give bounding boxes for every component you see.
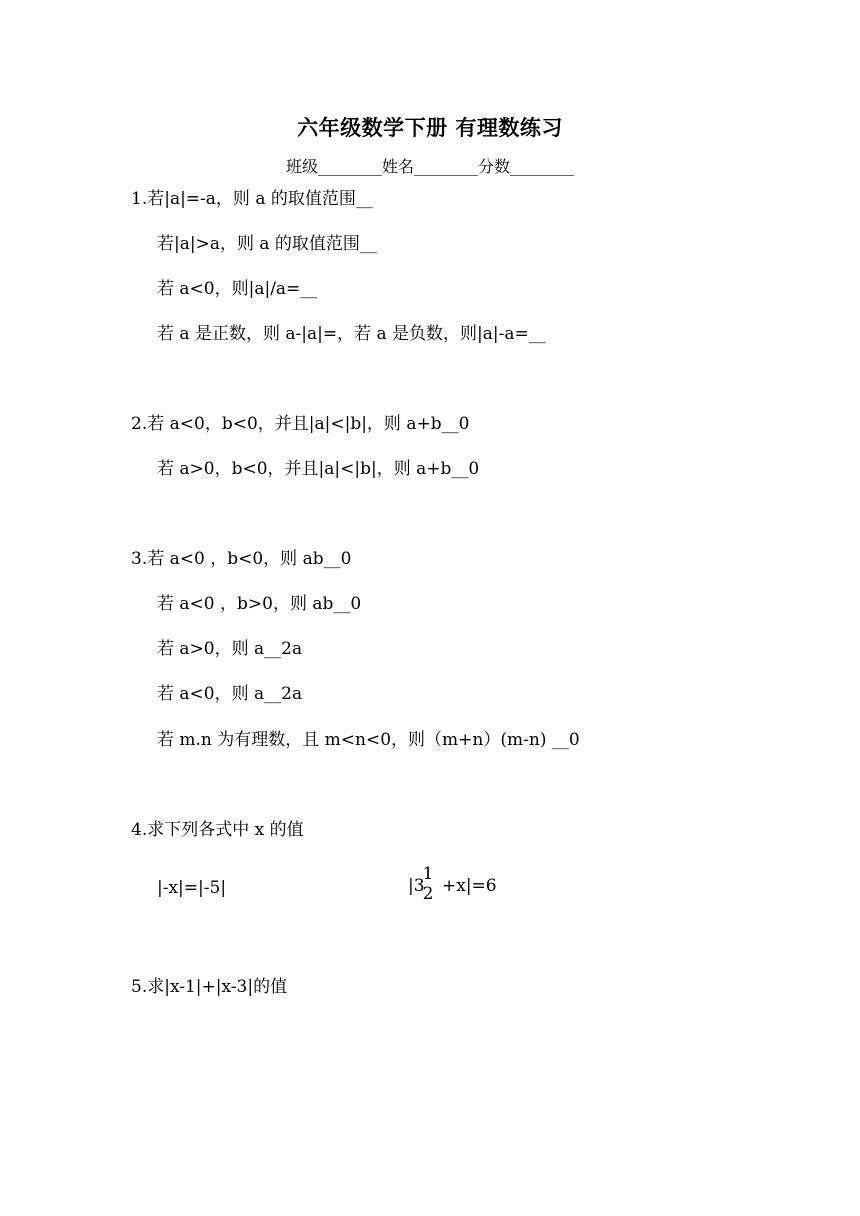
mixed-number-fraction [422, 864, 434, 910]
equation-2-suffix: +x|=6 [442, 876, 497, 896]
question-3-line-5: 若 m.n 为有理数，且 m<n<0，则（m+n）(m-n) __0 [157, 730, 580, 750]
question-4-line-1: 4.求下列各式中 x 的值 [131, 820, 304, 840]
equation-2-prefix: |3 [408, 876, 425, 896]
question-3-line-3: 若 a>0，则 a__2a [157, 639, 303, 659]
page-title: 六年级数学下册 有理数练习 [297, 115, 563, 140]
question-5-line-1: 5.求|x-1|+|x-3|的值 [131, 977, 288, 997]
question-1-line-4: 若 a 是正数，则 a-|a|=，若 a 是负数，则|a|-a=__ [157, 324, 546, 344]
question-1-line-2: 若|a|>a，则 a 的取值范围__ [157, 234, 377, 254]
question-2-line-1: 2.若 a<0，b<0，并且|a|<|b|，则 a+b__0 [131, 414, 470, 434]
question-1-line-1: 1.若|a|=-a，则 a 的取值范围__ [131, 189, 373, 209]
student-info-line: 班级________姓名________分数________ [285, 157, 574, 176]
question-3-line-2: 若 a<0 ，b>0，则 ab__0 [157, 594, 362, 614]
question-3-line-4: 若 a<0，则 a__2a [157, 684, 303, 704]
fraction-denominator: 2 [422, 884, 434, 904]
fraction-numerator: 1 [422, 864, 434, 884]
question-3-line-1: 3.若 a<0 ，b<0，则 ab__0 [131, 549, 352, 569]
question-2-line-2: 若 a>0，b<0，并且|a|<|b|，则 a+b__0 [157, 459, 480, 479]
question-1-line-3: 若 a<0，则|a|/a=__ [157, 279, 318, 299]
question-4-equation-1: |-x|=|-5| [157, 878, 227, 898]
